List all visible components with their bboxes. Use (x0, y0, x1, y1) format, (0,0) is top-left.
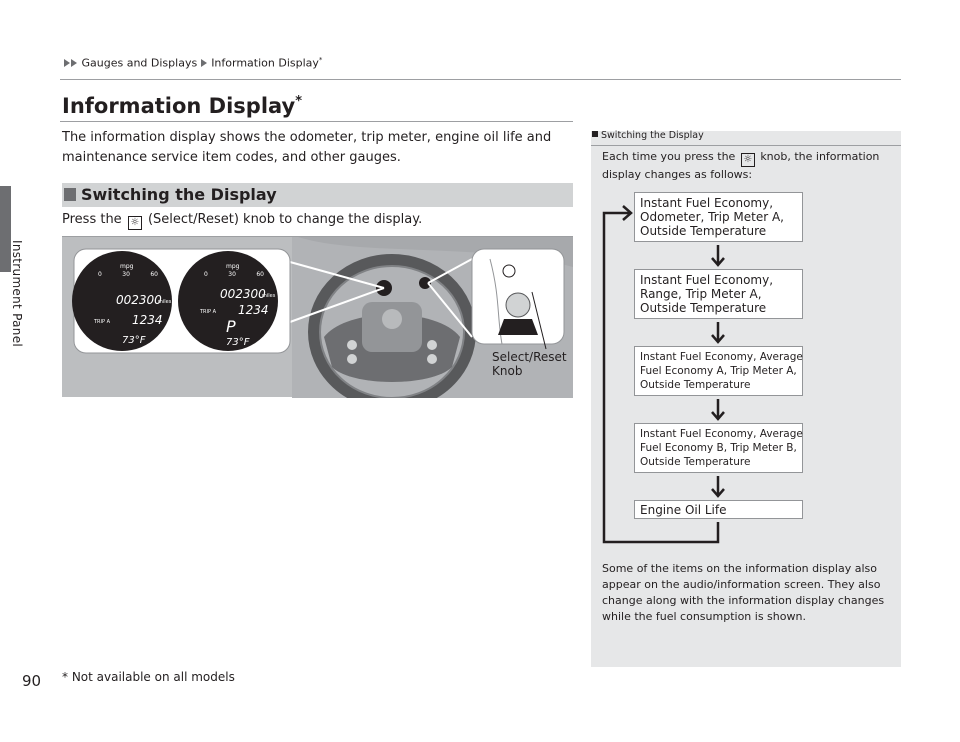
knob-callout-label (492, 350, 567, 378)
sidebar-p1-after: knob, the information display changes as follows: (602, 150, 880, 181)
flow-step-2-line2: Range, Trip Meter A, (640, 287, 762, 301)
loop-back-arrow-icon (598, 200, 724, 546)
gauge-right-scale-60: 60 (256, 271, 264, 278)
gauge-right-odometer: 002300 (220, 287, 266, 301)
breadcrumb-arrow-icon (201, 59, 207, 67)
gauge-right-scale (204, 271, 264, 278)
flow-step-1-line3: Outside Temperature (640, 224, 767, 238)
footnote: * Not available on all models (62, 670, 235, 684)
intro-paragraph: The information display shows the odometer, trip meter, engine oil life and maintenance service item codes, and other gauges. (62, 130, 552, 165)
breadcrumb-item-information-display[interactable]: Information Display (211, 56, 319, 70)
sidebar-p1-before: Each time you press the (602, 150, 736, 163)
gauge-left-odometer: 002300 (116, 293, 162, 307)
sidebar-heading: Switching the Display (601, 130, 704, 141)
section-heading (62, 183, 573, 207)
gauge-right-temp: 73°F (226, 337, 250, 348)
side-tab (0, 0, 11, 742)
breadcrumb-asterisk: * (318, 56, 323, 64)
gauge-left-trip-value: 1234 (132, 313, 163, 327)
gauge-left-scale (98, 271, 158, 278)
flow-step-4-line1: Instant Fuel Economy, Average (640, 428, 803, 440)
section-square-icon (64, 188, 76, 201)
flow-step-4-line2: Fuel Economy B, Trip Meter B, (640, 442, 797, 454)
gauge-left-unit: mpg (120, 263, 134, 270)
breadcrumb-arrow-icon (64, 59, 70, 67)
sidebar-rule (591, 145, 901, 146)
flow-step-5-line1: Engine Oil Life (640, 503, 727, 517)
flow-step-3-line1: Instant Fuel Economy, Average (640, 351, 803, 363)
gauge-left-scale-60: 60 (150, 271, 158, 278)
gauge-right-gear: P (226, 317, 236, 336)
page-title-asterisk: * (295, 94, 303, 109)
breadcrumb-arrow-icon (71, 59, 77, 67)
instruction-before: Press the (62, 212, 122, 227)
gauge-left-odo-unit: miles (158, 299, 172, 305)
sidebar-paragraph-1 (602, 149, 894, 183)
flow-step-3-line3: Outside Temperature (640, 379, 751, 391)
instruction-after: (Select/Reset) knob to change the display. (147, 212, 423, 227)
flow-step-2-line3: Outside Temperature (640, 301, 767, 315)
gauge-right-odo-unit: miles (262, 293, 276, 299)
instruction-text (62, 212, 422, 230)
flow-step-3-line2: Fuel Economy A, Trip Meter A, (640, 365, 797, 377)
header-rule (60, 79, 901, 80)
side-tab-label: Instrument Panel (10, 240, 24, 348)
gauge-right-trip-value: 1234 (238, 303, 269, 317)
sidebar-paragraph-2: Some of the items on the information display also appear on the audio/information screen. They also change along with the information display changes while the fuel consumption is shown. (602, 562, 885, 623)
gauge-left-trip-label: TRIP A (94, 319, 111, 325)
knob-label-line1: Select/Reset (492, 350, 567, 364)
flow-step-1-line2: Odometer, Trip Meter A, (640, 210, 784, 224)
knob-label-line2: Knob (492, 364, 523, 378)
select-reset-knob-icon: ☼ (741, 153, 755, 167)
page-title-text: Information Display (62, 94, 296, 118)
gauge-left-scale-0: 0 (98, 271, 102, 278)
section-heading-text: Switching the Display (81, 185, 277, 204)
gauge-right-trip-label: TRIP A (200, 309, 217, 315)
flow-step-4-line3: Outside Temperature (640, 456, 751, 468)
gauge-right-scale-30: 30 (228, 271, 236, 278)
gauge-left-scale-30: 30 (122, 271, 130, 278)
gauge-right-unit: mpg (226, 263, 240, 270)
title-rule (60, 121, 573, 122)
gauge-right-scale-0: 0 (204, 271, 208, 278)
page-title (62, 94, 302, 118)
flow-step-1-line1: Instant Fuel Economy, (640, 196, 774, 210)
page-number: 90 (22, 672, 42, 690)
gauge-left-temp: 73°F (122, 335, 146, 346)
breadcrumb-item-gauges[interactable]: Gauges and Displays (81, 56, 198, 70)
select-reset-knob-icon: ☼ (128, 216, 142, 230)
note-marker-icon (592, 131, 598, 137)
breadcrumb (64, 56, 322, 70)
flow-step-2-line1: Instant Fuel Economy, (640, 273, 774, 287)
